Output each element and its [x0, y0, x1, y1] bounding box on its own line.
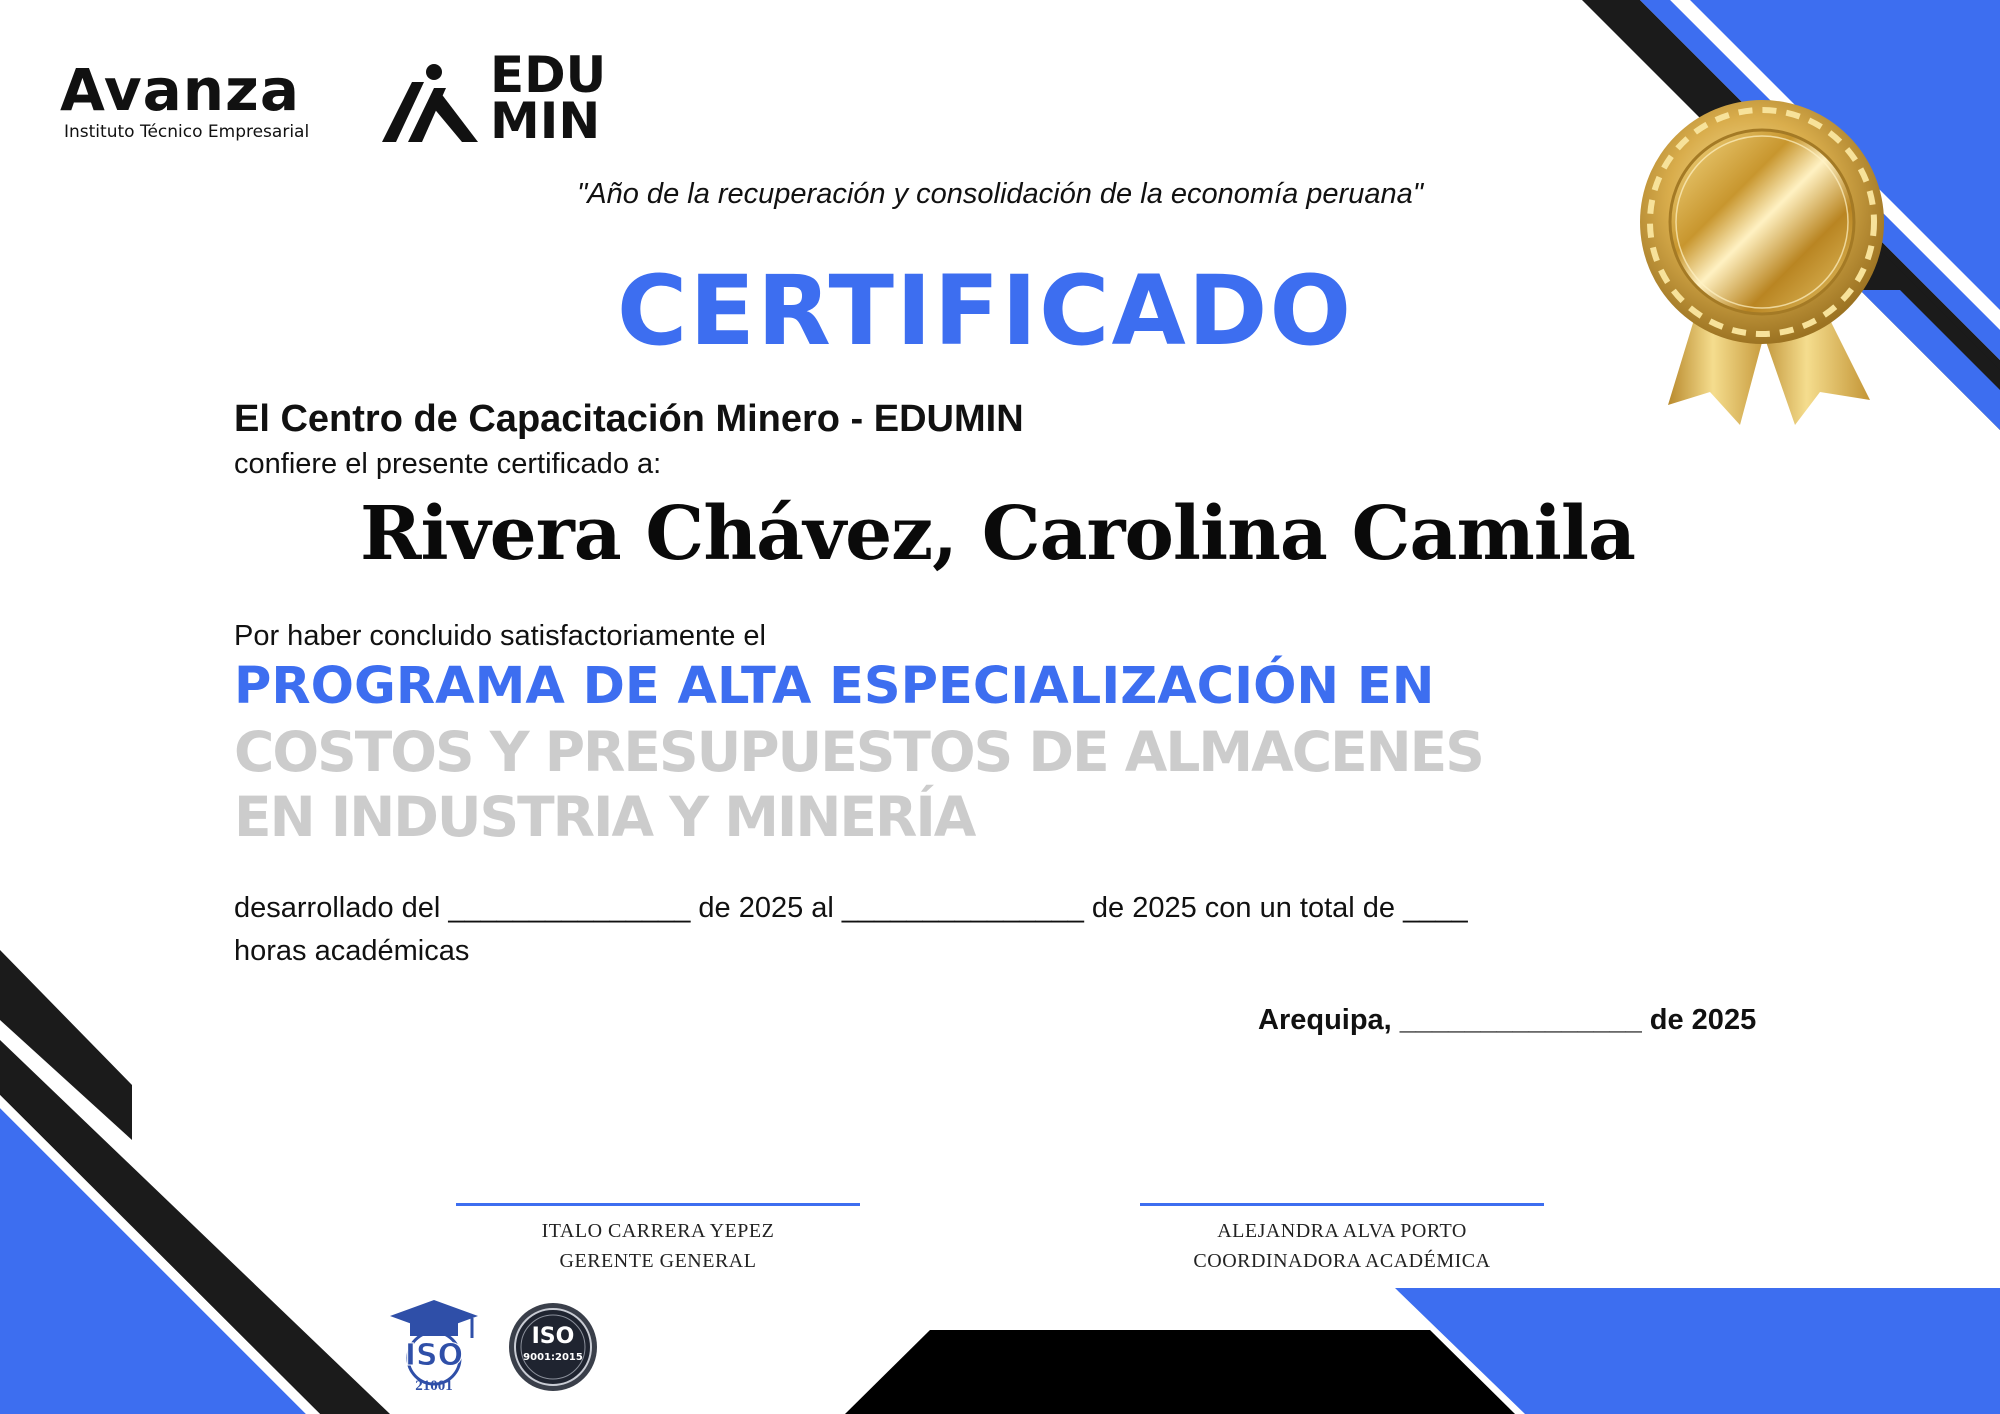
- program-title-line2: COSTOS Y PRESUPUESTOS DE ALMACENES: [234, 720, 1483, 784]
- avanza-logo-tagline: Instituto Técnico Empresarial: [64, 122, 310, 142]
- hours-line: horas académicas: [234, 935, 470, 967]
- signatory-role-2: COORDINADORA ACADÉMICA: [1193, 1250, 1491, 1272]
- signature-block-1: [456, 1216, 860, 1276]
- edumin-logo-line2: MIN: [490, 92, 601, 150]
- signatory-name-1: ITALO CARRERA YEPEZ: [541, 1220, 775, 1242]
- bottom-right-shapes: [845, 1288, 2000, 1414]
- iso-9001-badge: [508, 1302, 598, 1392]
- recipient-name: Rivera Chávez, Carolina Camila: [360, 491, 1635, 577]
- edumin-mountain-icon: [382, 62, 482, 142]
- iso-21001-code: 21001: [415, 1378, 453, 1394]
- year-motto: "Año de la recuperación y consolidación de la economía peruana": [576, 178, 1424, 210]
- course-dates-line: desarrollado del _______________ de 2025 al _______________ de 2025 con un total de ____: [234, 892, 1468, 924]
- iso-21001-badge: [388, 1298, 480, 1398]
- edumin-logo-line1: EDU: [490, 46, 607, 104]
- issuer-name: El Centro de Capacitación Minero - EDUMIN: [234, 398, 1024, 440]
- signatory-name-2: ALEJANDRA ALVA PORTO: [1217, 1220, 1467, 1242]
- signature-line-2: [1140, 1203, 1544, 1206]
- signature-line-1: [456, 1203, 860, 1206]
- certificate-title: CERTIFICADO: [616, 255, 1354, 367]
- edumin-logo: [382, 46, 612, 152]
- completion-text: Por haber concluido satisfactoriamente el: [234, 620, 766, 652]
- signatory-role-1: GERENTE GENERAL: [559, 1250, 757, 1272]
- program-title-line1: PROGRAMA DE ALTA ESPECIALIZACIÓN EN: [234, 657, 1435, 716]
- place-date-line: Arequipa, _______________ de 2025: [1258, 1004, 1757, 1036]
- avanza-logo-wordmark: Avanza: [60, 56, 300, 124]
- iso-9001-code: 9001:2015: [523, 1352, 583, 1363]
- iso-9001-label: ISO: [531, 1324, 575, 1349]
- edumin-logo-wordmark: [490, 46, 607, 150]
- signature-block-2: [1140, 1216, 1544, 1276]
- program-title-line3: EN INDUSTRIA Y MINERÍA: [234, 785, 975, 849]
- bottom-left-stripes: [0, 950, 390, 1414]
- avanza-logo: [60, 58, 330, 148]
- iso-21001-label: ISO: [404, 1338, 464, 1373]
- confers-text: confiere el presente certificado a:: [234, 448, 662, 480]
